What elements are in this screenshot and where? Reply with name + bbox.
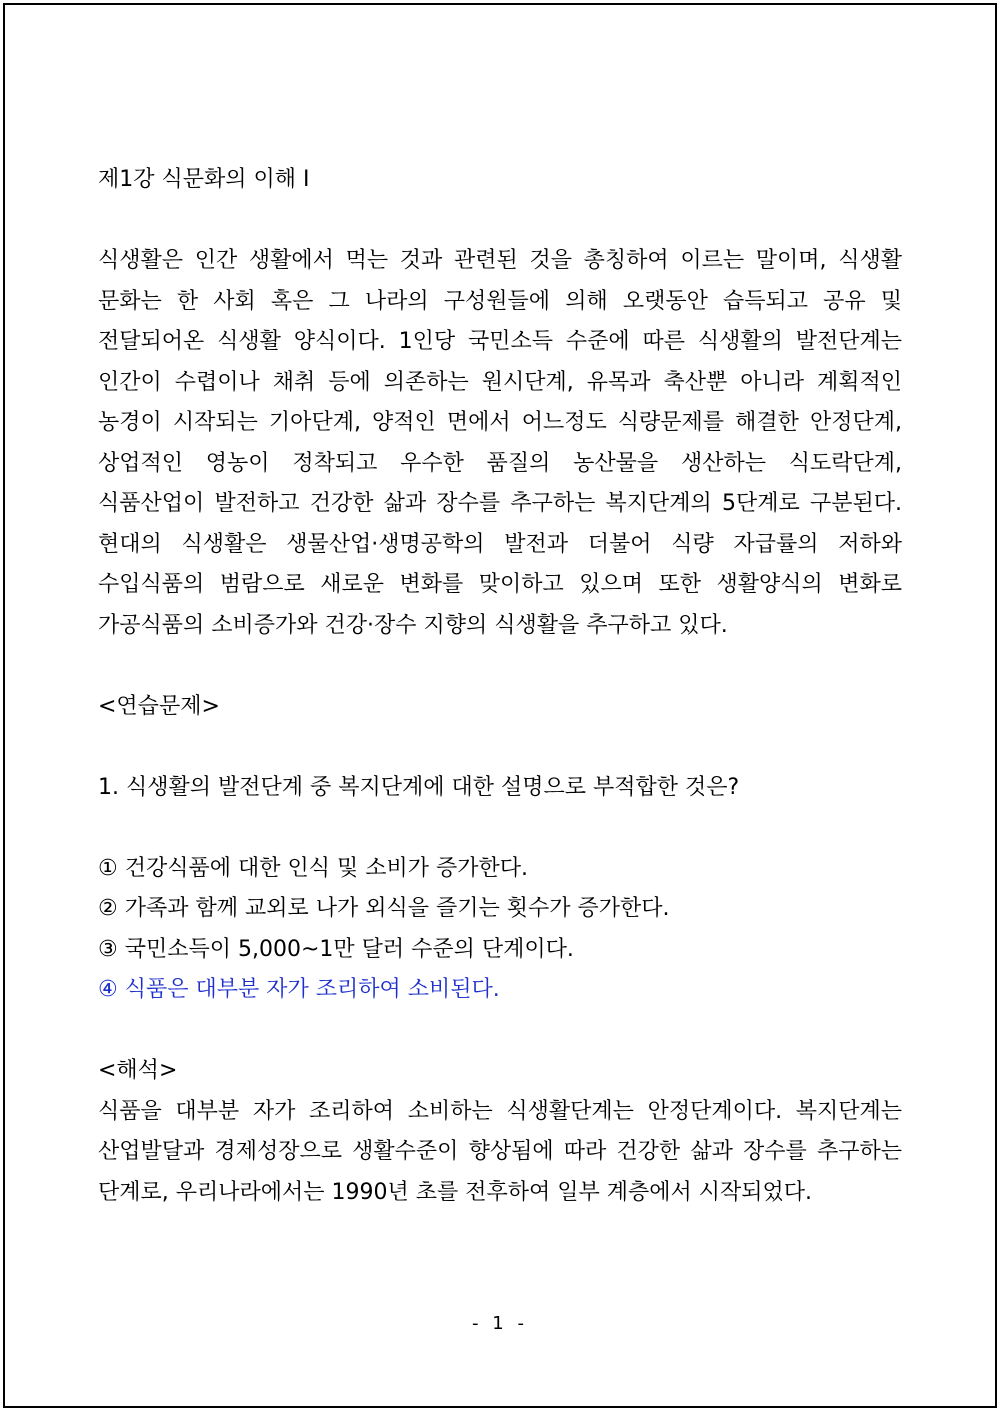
choice-2: ② 가족과 함께 교외로 나가 외식을 즐기는 횟수가 증가한다. bbox=[98, 896, 670, 921]
practice-heading: <연습문제> bbox=[98, 693, 220, 719]
spacer bbox=[98, 727, 902, 768]
spacer bbox=[98, 808, 902, 849]
spacer bbox=[98, 201, 902, 242]
question-text: 1. 식생활의 발전단계 중 복지단계에 대한 설명으로 부적합한 것은? bbox=[98, 774, 740, 800]
page-number: - 1 - bbox=[472, 1313, 528, 1334]
explanation-heading: <해석> bbox=[98, 1058, 178, 1083]
choice-4-correct-answer: ④ 식품은 대부분 자가 조리하여 소비된다. bbox=[98, 977, 500, 1002]
spacer bbox=[98, 646, 902, 687]
choice-1: ① 건강식품에 대한 인식 및 소비가 증가한다. bbox=[98, 855, 528, 881]
intro-paragraph: 식생활은 인간 생활에서 먹는 것과 관련된 것을 총칭하여 이르는 말이며, 식생활 문화는 한 사회 혹은 그 나라의 구성원들에 의해 오랫동안 습득되고 공유 및 전달되어온 식생활 양식이다. 1인당 국민소득 수준에 따른 식생활의 발전단계는 인간이 수렵이나 채취 등에 의존하는 원시단계, 유목과 축산뿐 아니라 계획적인 농경이 시작되는 기아단계, 양적인 면에서 어느정도 식량문제를 해결한 안정단계, 상업적인 영농이 정착되고 우수한 품질의 농산물을 생산하는 식도락단계, 식품산업이 발전하고 건강한 삶과 장수를 추구하는 복지단계의 5단계로 구분된다. 현대의 식생활은 생물산업·생명공학의 발전과 더불어 식량 자급률의 저하와 수입식품의 범람으로 새로운 변화를 맞이하고 있으며 또한 생활양식의 변화로 가공식품의 소비증가와 건강·장수 지향의 식생활을 추구하고 있다. bbox=[98, 248, 902, 638]
spacer bbox=[98, 1011, 902, 1052]
document-body bbox=[98, 160, 902, 1213]
explanation-paragraph: 식품을 대부분 자가 조리하여 소비하는 식생활단계는 안정단계이다. 복지단계는 산업발달과 경제성장으로 생활수준이 향상됨에 따라 건강한 삶과 장수를 추구하는 단계로, 우리나라에서는 1990년 초를 전후하여 일부 계층에서 시작되었다. bbox=[98, 1098, 902, 1205]
lecture-title: 제1강 식문화의 이해 Ⅰ bbox=[98, 167, 310, 192]
choice-3: ③ 국민소득이 5,000~1만 달러 수준의 단계이다. bbox=[98, 936, 574, 962]
